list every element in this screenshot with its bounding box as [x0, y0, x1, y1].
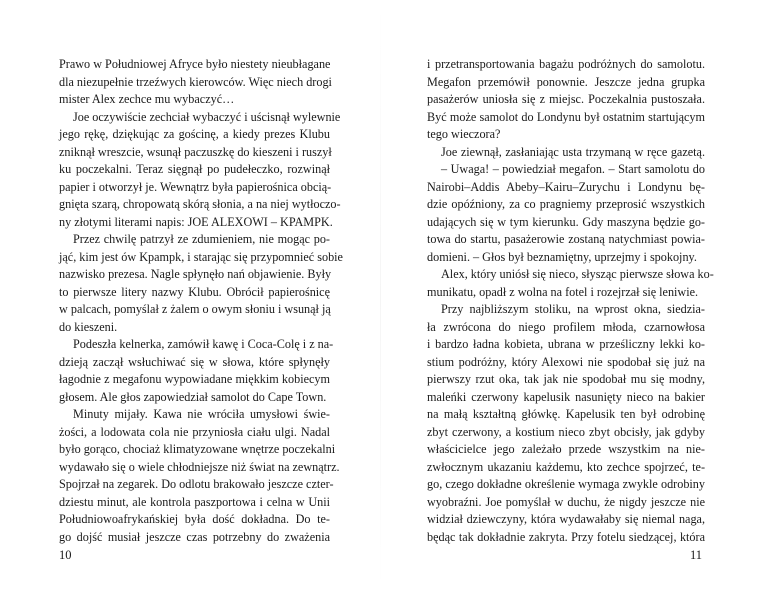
text-line: go dojść musiał jeszcze czas potrzebny do zważenia [59, 529, 330, 544]
left-page-text [59, 56, 343, 546]
text-line: ku poczekalni. Teraz sięgnął po pudełeczko, rozwinął [59, 162, 330, 176]
text-line: wyobraźni. Joe pomyślał w duchu, że nigdy jeszcze nie [427, 494, 705, 509]
text-line: jego rękę, dziękując za gościnę, a kiedy prezes Klubu [59, 127, 330, 141]
text-line: papier i otworzył je. Wewnątrz była papierośnica obcią- [59, 179, 332, 194]
text-line: Być może samolot do Londynu był ostatnim startującym [427, 109, 705, 124]
text-line: dzie opóźniony, za co pragniemy przeprosić wszystkich [427, 197, 705, 211]
text-line: głosem. Ale głos zapowiedział samolot do Cape Town. [59, 389, 327, 404]
text-line: mister Alex zechce mu wybaczyć… [59, 92, 235, 106]
text-line: dziestu minut, ale kontrola paszportowa i celna w Unii [59, 494, 330, 509]
text-line: – Uwaga! – powiedział megafon. – Start samolotu do [441, 162, 705, 176]
text-line: Podeszła kelnerka, zamówił kawę i Coca-Colę i z na- [73, 337, 334, 351]
text-line: dzieją zaczął wsłuchiwać się w słowa, które spłynęły [59, 354, 330, 369]
text-line: towa do startu, pasażerowie zostaną natychmiast powia- [427, 232, 705, 246]
text-line: i przetransportowania bagażu podróżnych do samolotu. [427, 57, 705, 71]
text-line: Joe ziewnął, zasłaniając usta trzymaną w ręce gazetą. [441, 144, 705, 159]
text-line: Południowoafrykańskiej była dość dokładna. Do te- [59, 512, 330, 526]
text-line: Nairobi–Addis Abeby–Kairu–Zurychu i Londynu bę- [427, 179, 705, 194]
text-line: i bardzo ładna kobieta, ubrana w prześliczny lekki ko- [427, 337, 705, 351]
right-page-text [427, 56, 714, 546]
text-line: będąc tak dokładnie zakryta. Przy fotelu siedzącej, która [427, 529, 705, 544]
text-line: wydawało się o wiele chłodniejsze niż świat na zewnątrz. [59, 459, 340, 474]
text-line: to pierwsze litery nazwy Klubu. Obrócił papierośnicę [59, 284, 330, 299]
text-line: go, czego dokładne określenie wymaga zwykle odrobiny [427, 477, 705, 491]
text-line: Prawo w Południowej Afryce było niestety nieubłagane [59, 57, 331, 71]
text-line: Megafon przemówił ponownie. Jeszcze jedna grupka [427, 74, 705, 89]
text-line: zniknął wreszcie, wsunął paczuszkę do kieszeni i ruszył [59, 144, 332, 159]
text-line: stium podróżny, który Alexowi nie spodobał się już na [427, 354, 705, 369]
text-line: munikatu, opadł z wolna na fotel i rozejrzał się leniwie. [427, 284, 699, 299]
right-page-number: 11 [690, 548, 703, 562]
text-line: Spojrzał na zegarek. Do odlotu brakowało jeszcze czter- [59, 477, 334, 491]
text-line: właścicielce jego zależało przede wszystkim na nie- [427, 442, 705, 456]
text-line: żości, a lodowata cola nie przyniosła ciału ulgi. Nadal [59, 424, 330, 439]
text-line: Przy najbliższym stoliku, na wprost okna, siedzia- [441, 302, 705, 316]
text-line: zwłocznym ukazaniu każdemu, kto zechce spojrzeć, te- [427, 459, 705, 474]
text-line: pierwszy rzut oka, tak jak nie spodobał mu się modny, [427, 372, 705, 386]
text-line: tego wieczora? [427, 127, 501, 141]
text-line: zbyt czerwony, a kostium nieco zbyt obcisły, jak gdyby [427, 424, 705, 439]
text-line: ny złotymi literami napis: JOE ALEXOWI – KPAMPK. [59, 214, 333, 229]
text-line: gnięta szarą, chropowatą skórą słonia, a na niej wytłoczo- [59, 197, 341, 211]
text-line: w palcach, pomyślał z żalem o owym słoniu i wsunął ją [59, 302, 331, 316]
text-line: Alex, który uniósł się nieco, słysząc pierwsze słowa ko- [441, 267, 714, 281]
text-line: Minuty mijały. Kawa nie wróciła umysłowi świe- [73, 407, 330, 421]
left-page-number: 10 [59, 548, 72, 562]
text-line: łagodnie z megafonu wypowiadane miękkim kobiecym [59, 372, 330, 386]
text-line: pasażerów uniosła się z miejsc. Poczekalnia pustoszała. [427, 92, 705, 106]
text-line: domieni. – Głos był beznamiętny, uprzejmy i spokojny. [427, 249, 697, 264]
text-line: nazwisko prezesa. Nagle spłynęło nań objawienie. Były [59, 267, 332, 281]
text-line: na małą kształtną główkę. Kapelusik ten był odrobinę [427, 407, 705, 421]
text-line: jąć, kim jest ów Kpampk, i starając się przypomnieć sobie [59, 249, 343, 264]
text-line: udających się w tym kierunku. Gdy maszyna będzie go- [427, 214, 705, 229]
text-line: było gorąco, chociaż klimatyzowane wnętrze poczekalni [59, 442, 336, 456]
book-gutter [380, 0, 381, 594]
text-line: maleńki czerwony kapelusik nasunięty nieco na bakier [427, 389, 705, 404]
text-line: Joe oczywiście zechciał wybaczyć i uścisnął wylewnie [73, 109, 341, 124]
text-line: widział dziewczyny, która wydawałaby się niemal naga, [427, 512, 705, 526]
text-line: do kieszeni. [59, 319, 118, 334]
text-line: ła zwrócona do niego profilem młoda, czarnowłosa [427, 319, 705, 334]
text-line: dla niezupełnie trzeźwych kierowców. Więc niech drogi [59, 74, 332, 89]
text-line: Przez chwilę patrzył ze zdumieniem, nie mogąc po- [73, 232, 330, 246]
